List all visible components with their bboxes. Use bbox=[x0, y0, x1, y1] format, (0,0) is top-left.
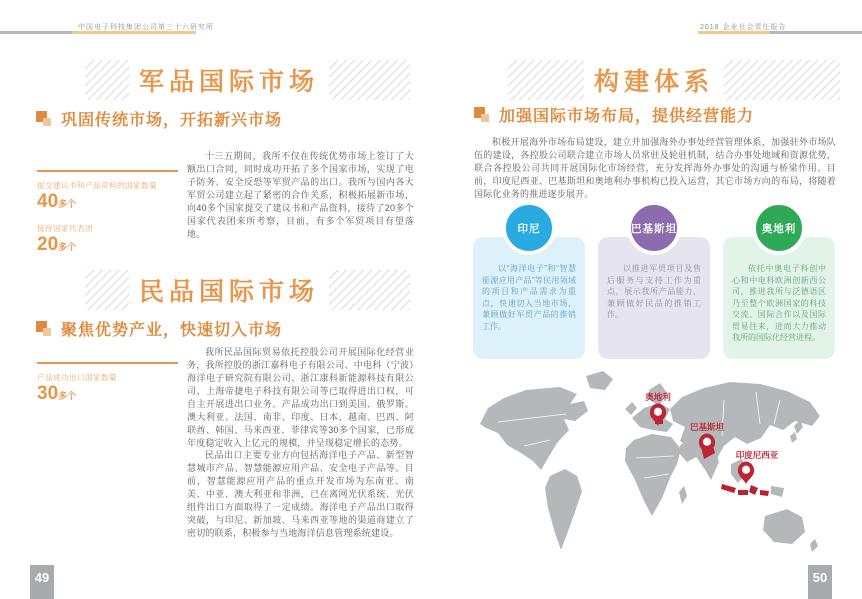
office-badge-indonesia: 印尼 bbox=[502, 201, 556, 255]
stat-label: 产品成功出口国家数量 bbox=[37, 373, 117, 382]
stat-value bbox=[37, 234, 187, 258]
overseas-office-cards bbox=[473, 222, 835, 359]
hatch-stripes bbox=[329, 60, 410, 100]
square-bullet-icon bbox=[474, 107, 489, 122]
map-pin-indonesia bbox=[738, 462, 754, 484]
office-description: 依托中奥电子科创中心和中电科欧洲创新西公司，推进我所与泛德语区乃至整个欧洲国家的科技交流、国际合作以及国际贸易往来，进而大力推动我所的国际化经营进程。 bbox=[732, 264, 826, 342]
world-map-svg bbox=[474, 364, 836, 576]
stat-suffix: 多个 bbox=[58, 242, 77, 252]
civilian-subtitle-text: 聚焦优势产业，快速切入市场 bbox=[61, 322, 283, 339]
hatch-stripes bbox=[724, 60, 840, 100]
world-map bbox=[474, 364, 836, 576]
civilian-stats bbox=[37, 364, 187, 407]
office-description: 以“海洋电子”和“智慧能源应用产品”等民用领域的项目和产品需求为重点，快速切入当地市场，兼顾做好军贸产品的推销工作。 bbox=[482, 264, 576, 331]
system-paragraph: 积极开展海外市场布局建设，建立并加强海外办事处经营管理体系，加强驻外市场队伍的建设，各控股公司联合建立市场人员常驻及轮驻机制，结合办事处地域和资源优势，联合各控股公司共同开展国际化市场经营，充分发挥海外办事处的沟通与桥梁作用。目前，印度尼西亚、巴基斯坦和奥地利办事机构已投入运营，其它市场方向的布局，将随着国际化业务的推进逐步展开。 bbox=[474, 137, 836, 199]
military-subtitle-text: 巩固传统市场，开拓新兴市场 bbox=[61, 112, 283, 129]
military-section-banner bbox=[85, 60, 410, 100]
stat-label: 接待国家代表团 bbox=[37, 224, 93, 233]
hatch-stripes bbox=[85, 270, 129, 310]
stat-number: 40 bbox=[37, 191, 59, 212]
header-right-title: 2018 企业社会责任报告 bbox=[700, 24, 787, 31]
square-bullet-icon bbox=[36, 111, 51, 126]
stat-label: 提交建议书和产品资料的国家数量 bbox=[37, 181, 157, 190]
office-description: 以推进军贸项目及售后服务与支持工作为重点，展示我所产品能力，兼顾做好民品的推销工作。 bbox=[607, 264, 701, 319]
map-label-pakistan: 巴基斯坦 bbox=[689, 422, 725, 432]
map-label-austria: 奥地利 bbox=[645, 392, 671, 402]
military-stats bbox=[37, 172, 187, 258]
office-badge-pakistan: 巴基斯坦 bbox=[627, 201, 681, 255]
civilian-section-banner bbox=[85, 270, 410, 310]
stat-suffix: 多个 bbox=[58, 391, 77, 401]
military-section-title: 军品国际市场 bbox=[139, 68, 320, 96]
page-number-right: 50 bbox=[808, 565, 832, 599]
header-left-title: 中国电子科技集团公司第三十六研究所 bbox=[78, 24, 214, 31]
header-rule-left-gray bbox=[0, 31, 72, 34]
stat-value bbox=[37, 191, 187, 215]
system-section-banner bbox=[508, 60, 840, 100]
office-card-austria bbox=[723, 222, 835, 359]
office-card-indonesia bbox=[473, 222, 585, 359]
stat-number: 30 bbox=[37, 383, 59, 404]
stat-suffix: 多个 bbox=[58, 199, 77, 209]
military-subtitle bbox=[36, 107, 282, 130]
stat-number: 20 bbox=[37, 234, 59, 255]
military-paragraph: 十三五期间，我所不仅在传统优势市场上签订了大额出口合同，同时成功开拓了多个国家市场，实现了电子防务、安全反恐等军贸产品的出口。我所与国内各大军贸公司建立起了紧密的合作关系，积极拓展新市场，向40多个国家提交了建议书和产品资料，接待了20多个国家代表团来所考察，目前，有多个军贸项目有望落地。 bbox=[187, 151, 414, 239]
civilian-paragraph-2: 民品出口主要专业方向包括海洋电子产品、新型智慧城市产品、智慧能源应用产品、安全电子产品等。目前，智慧能源应用产品的重点开发市场为东南亚、南美、中亚、澳大利亚和非洲，已在离网光伏系统、光伏组件出口方面取得了一定成绩。海洋电子产品出口取得突破，与印尼、新加坡、马来西亚等地的渠道商建立了密切的联系，积极参与当地海洋信息管理系统建设。 bbox=[187, 450, 414, 538]
hatch-stripes bbox=[508, 60, 584, 100]
office-card-pakistan bbox=[598, 222, 710, 359]
header-rule-right-orange bbox=[698, 31, 770, 34]
system-subtitle-text: 加强国际市场布局，提供经营能力 bbox=[499, 108, 755, 125]
header-rule-right-gray bbox=[770, 31, 862, 34]
system-subtitle bbox=[474, 103, 754, 126]
page-number-left: 49 bbox=[30, 565, 54, 599]
civilian-paragraph-1: 我所民品国际贸易依托控股公司开展国际化经营业务，我所控股的浙江嘉科电子有限公司、中电科（宁波）海洋电子研究院有限公司、浙江康科新能源科技有限公司、上海帝捷电子科技有限公司等已取得进出口权，可自主开展进出口业务。产品成功出口到美国、俄罗斯、澳大利亚、法国、南非、印度、日本、越南、巴西、阿联酋、韩国、马来西亚、菲律宾等30多个国家，已形成年度稳定收入上亿元的规模，并呈现稳定增长的态势。 bbox=[187, 347, 414, 448]
civilian-subtitle bbox=[36, 317, 282, 340]
stat-value bbox=[37, 383, 187, 407]
map-label-indonesia: 印度尼西亚 bbox=[735, 450, 779, 460]
system-section-title: 构建体系 bbox=[594, 68, 715, 96]
hatch-stripes bbox=[85, 60, 129, 100]
civilian-section-title: 民品国际市场 bbox=[139, 278, 320, 306]
office-badge-austria: 奥地利 bbox=[752, 201, 806, 255]
hatch-stripes bbox=[329, 270, 410, 310]
square-bullet-icon bbox=[36, 321, 51, 336]
